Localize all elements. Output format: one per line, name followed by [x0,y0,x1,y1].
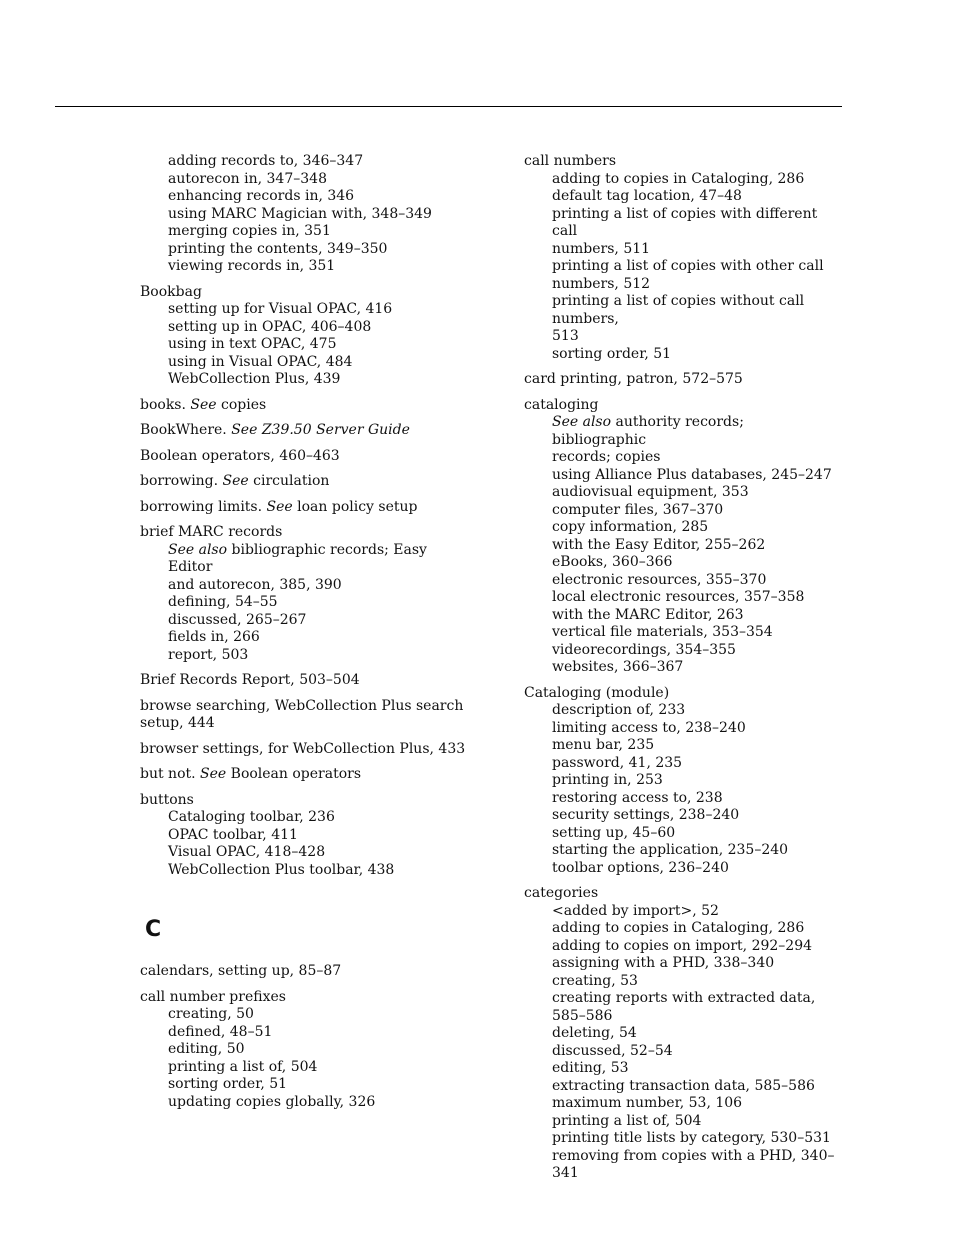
see-target: loan policy setup [292,498,418,515]
index-subentry: default tag location, 47–48 [552,188,742,204]
index-subentry: password, 41, 235 [552,754,683,771]
index-subentry-continued: numbers, 512 [552,275,651,292]
index-subentry: using in Visual OPAC, 484 [168,353,353,370]
index-subentry: audiovisual equipment, 353 [552,484,749,500]
index-subentry: deleting, 54 [552,1025,637,1041]
index-subentry: eBooks, 360–366 [552,554,673,570]
see-also-line [524,414,842,449]
index-subentry: adding records to, 346–347 [168,153,364,169]
see-reference: See [266,498,293,515]
index-entry-brief-report: Brief Records Report, 503–504 [140,672,360,688]
index-entry-but-not [140,766,470,784]
index-entry-card-printing: card printing, patron, 572–575 [524,371,743,387]
index-entry-calendars: calendars, setting up, 85–87 [140,963,342,979]
index-subentry: updating copies globally, 326 [168,1093,376,1110]
index-heading: browse searching, WebCollection Plus search [140,697,464,714]
index-subentry: extracting transaction data, 585–586 [552,1077,815,1094]
see-target: copies [216,396,267,413]
index-heading: call numbers [524,153,617,169]
index-entry-borrowing-limits [140,499,470,517]
index-subentry: editing, 53 [552,1060,629,1076]
index-entry-boolean: Boolean operators, 460–463 [140,447,340,464]
index-subentry: assigning with a PHD, 338–340 [552,955,775,971]
see-reference: See Z39.50 Server Guide [231,422,410,438]
see-reference: See [222,473,249,489]
index-subentry: printing title lists by category, 530–531 [552,1130,831,1146]
index-heading: call number prefixes [140,988,286,1005]
index-heading: borrowing limits. [140,498,267,515]
index-subentry: viewing records in, 351 [168,258,336,274]
section-letter: C [145,917,162,942]
index-heading: BookWhere. [140,422,232,438]
index-heading: Bookbag [140,283,202,300]
index-subentry: using in text OPAC, 475 [168,336,337,352]
index-entry-categories [524,885,842,1183]
index-subentry: printing a list of copies with different call [552,205,818,239]
index-subentry: adding to copies in Cataloging, 286 [552,920,805,936]
index-subentry: maximum number, 53, 106 [552,1095,743,1111]
index-subentry: vertical file materials, 353–354 [552,624,773,640]
index-entry-cataloging [524,397,842,677]
index-heading: cataloging [524,396,599,413]
header-rule [55,106,842,107]
index-subentry-continued: numbers, 511 [552,240,651,257]
index-subentry: copy information, 285 [552,519,709,535]
index-subentry: with the Easy Editor, 255–262 [552,536,766,553]
index-subentry: defining, 54–55 [168,594,278,610]
see-reference: See [190,396,217,413]
see-also-line [140,542,470,577]
index-heading: borrowing. [140,473,223,489]
index-entry-bookwhere [140,422,470,440]
index-subentry: computer files, 367–370 [552,501,724,518]
index-subentry: creating, 50 [168,1006,254,1022]
index-subentry: and autorecon, 385, 390 [168,576,342,593]
index-subentry: printing a list of, 504 [552,1112,702,1129]
index-subentry: autorecon in, 347–348 [168,170,327,187]
index-subentry: menu bar, 235 [552,737,655,753]
index-subentry: adding to copies on import, 292–294 [552,937,813,954]
index-entry-call-numbers [524,153,842,363]
index-heading: buttons [140,791,194,808]
index-entry-brief-marc [140,524,470,664]
index-subentry: toolbar options, 236–240 [552,859,729,876]
index-subentry: limiting access to, 238–240 [552,719,746,736]
index-subentry: restoring access to, 238 [552,789,723,806]
index-heading: but not. [140,766,201,782]
index-heading: books. [140,396,191,413]
index-subentry: OPAC toolbar, 411 [168,826,298,843]
index-subentry: websites, 366–367 [552,659,684,675]
index-subentry: creating reports with extracted data, 585–586 [552,990,816,1024]
see-target: Boolean operators [226,766,362,782]
index-subentry: setting up, 45–60 [552,824,676,841]
index-heading: categories [524,885,599,901]
index-subentry: printing a list of copies with other call [552,258,824,274]
index-subentry: Visual OPAC, 418–428 [168,844,326,860]
index-entry-cataloging-module [524,685,842,878]
index-subentry: WebCollection Plus, 439 [168,371,341,387]
index-column-left [140,153,470,1119]
index-subentry: discussed, 265–267 [168,611,307,628]
index-subentry: printing a list of, 504 [168,1058,318,1075]
index-subentry: adding to copies in Cataloging, 286 [552,170,805,187]
index-subentry: printing the contents, 349–350 [168,240,388,257]
index-subentry: videorecordings, 354–355 [552,641,736,658]
index-subentry: printing in, 253 [552,772,663,788]
index-entry-browser: browser settings, for WebCollection Plus, 433 [140,740,466,757]
index-subentry: security settings, 238–240 [552,807,740,823]
index-subentry: merging copies in, 351 [168,223,331,239]
index-column-right [524,153,842,1191]
index-entry-call-prefixes [140,989,470,1112]
see-also-reference: See also [168,541,228,558]
see-target: circulation [248,473,330,489]
index-entry-buttons [140,792,470,880]
index-entry [140,153,470,276]
index-subentry: sorting order, 51 [552,345,672,362]
see-reference: See [200,766,227,782]
index-entry-books [140,397,470,415]
index-subentry: editing, 50 [168,1041,245,1057]
index-entry-bookbag [140,284,470,389]
index-subentry: Cataloging toolbar, 236 [168,809,335,825]
index-subentry: description of, 233 [552,702,686,718]
index-subentry: with the MARC Editor, 263 [552,606,744,623]
see-also-continued: records; copies [552,449,661,465]
index-subentry: enhancing records in, 346 [168,188,355,204]
index-subentry: using Alliance Plus databases, 245–247 [552,466,832,483]
index-heading: Cataloging (module) [524,684,670,701]
see-also-target: authority records; bibliographic [552,414,744,448]
index-subentry: setting up for Visual OPAC, 416 [168,301,393,317]
index-subentry: WebCollection Plus toolbar, 438 [168,861,395,878]
index-subentry: creating, 53 [552,972,638,989]
index-subentry: sorting order, 51 [168,1076,288,1092]
index-subentry: discussed, 52–54 [552,1042,673,1059]
index-subentry: defined, 48–51 [168,1023,273,1040]
index-subentry: starting the application, 235–240 [552,842,789,858]
index-subentry: setting up in OPAC, 406–408 [168,318,372,335]
index-subentry: fields in, 266 [168,629,260,645]
index-subentry: electronic resources, 355–370 [552,571,767,588]
see-also-target: bibliographic records; Easy Editor [168,541,427,575]
index-heading: brief MARC records [140,524,283,540]
index-subentry-continued: 513 [552,328,579,344]
index-entry-borrowing [140,473,470,491]
index-subentry: <added by import>, 52 [552,902,719,919]
index-subentry: removing from copies with a PHD, 340–341 [552,1147,835,1181]
index-subentry: local electronic resources, 357–358 [552,589,805,605]
index-entry-browse [140,698,470,733]
index-subentry: printing a list of copies without call numbers, [552,293,805,327]
see-also-reference: See also [552,414,612,430]
index-subentry: report, 503 [168,646,249,663]
index-heading-continued: setup, 444 [140,715,215,731]
index-subentry: using MARC Magician with, 348–349 [168,205,432,222]
